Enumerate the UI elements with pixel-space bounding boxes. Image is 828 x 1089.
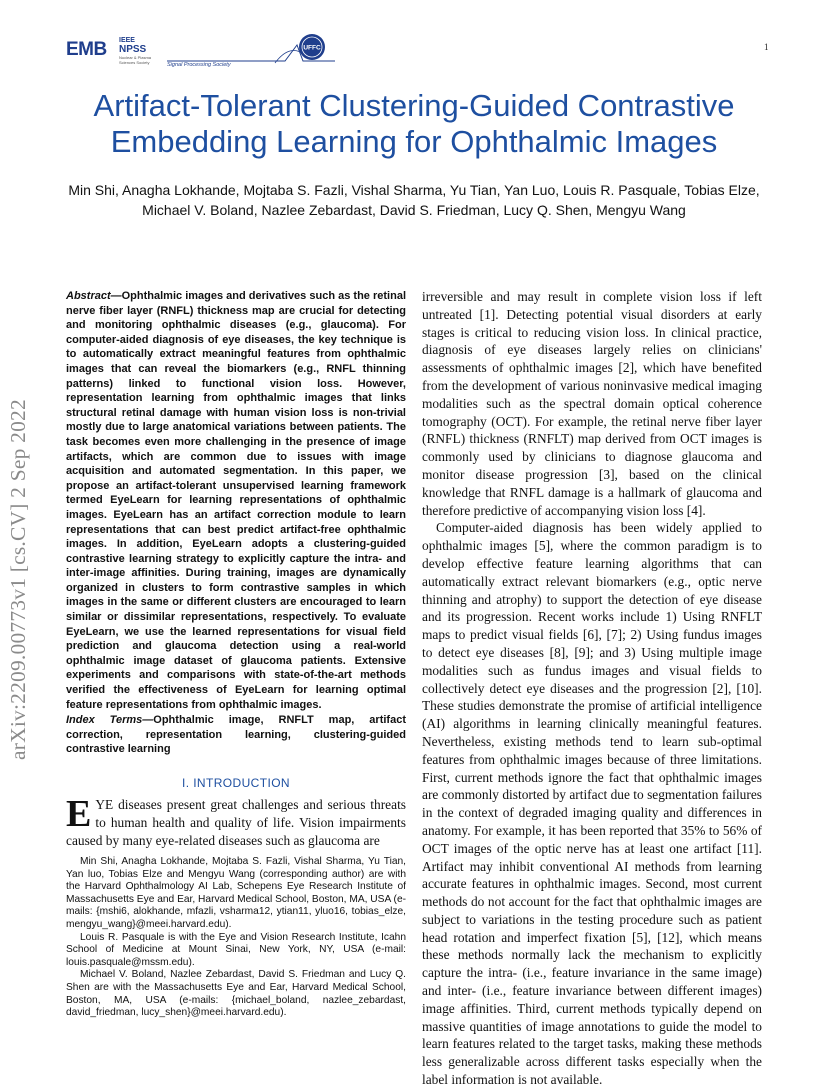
index-terms bbox=[66, 713, 406, 757]
uffc-logo-text: UFFC bbox=[303, 44, 321, 52]
header-logos bbox=[66, 33, 366, 67]
intro-first-word: YE bbox=[95, 797, 114, 812]
introduction-text bbox=[66, 793, 406, 849]
npss-logo-text: NPSS bbox=[119, 44, 147, 55]
uffc-logo bbox=[298, 33, 326, 61]
arxiv-id: arXiv:2209.00773v1 [cs.CV] 2 Sep 2022 bbox=[6, 399, 30, 760]
footnote-paragraph: Min Shi, Anagha Lokhande, Mojtaba S. Fazli, Vishal Sharma, Yu Tian, Yan luo, Tobias Elze and Mengyu Wang (corresponding author) are with the Harvard Ophthalmology AI Lab, Schepens Eye Research Institute of Massachusetts Eye and Ear, Harvard Medical School, Boston, MA, USA (e-mails: {mshi6, alokhande, mfazli, vsharma12, ytian11, yluo16, tobias_elze, mengyu_wang}@meei.harvard.edu). bbox=[66, 856, 406, 930]
abstract-label: Abstract— bbox=[66, 290, 122, 302]
footnote-paragraph: Louis R. Pasquale is with the Eye and Vision Research Institute, Icahn School of Medicine at Mount Sinai, New York, NY, USA (e-mail: louis.pasquale@mssm.edu). bbox=[66, 931, 406, 968]
right-column bbox=[422, 288, 762, 1089]
author-list: Min Shi, Anagha Lokhande, Mojtaba S. Fazli, Vishal Sharma, Yu Tian, Yan Luo, Louis R. Pasquale, Tobias Elze, Michael V. Boland, Nazlee Zebardast, David S. Friedman, Lucy Q. Shen, Mengyu Wang bbox=[68, 182, 760, 218]
section-heading-introduction: I. INTRODUCTION bbox=[182, 776, 290, 790]
abstract bbox=[66, 289, 406, 712]
index-terms-text: Ophthalmic image, RNFLT map, artifact correction, representation learning, clustering-guided contrastive learning bbox=[66, 714, 406, 756]
paper-title: Artifact-Tolerant Clustering-Guided Contrastive Embedding Learning for Ophthalmic Images bbox=[93, 88, 735, 159]
arxiv-stamp bbox=[2, 290, 38, 760]
intro-paragraph: diseases present great challenges and serious threats to human health and quality of life. Vision impairments caused by many eye-related diseases such as glaucoma are bbox=[66, 797, 406, 848]
ieee-npss-logo bbox=[119, 37, 161, 65]
body-paragraph: irreversible and may result in complete vision loss if left untreated [1]. Detecting potential visual disorders at early stages is critical to reducing vision loss. In clinical practice, diagnosis of eye diseases largely relies on clinicians' assessments of ophthalmic images [2], which have benefited from the development of various noninvasive medical imaging modalities such as the spectral domain optical coherence tomography (OCT). For example, the retinal nerve fiber layer (RNFL) thickness (RNFLT) map derived from OCT images is commonly used by clinicians to diagnose glaucoma and monitor disease progression [3], based on the clinical knowledge that RNFL damage is a hallmark of glaucoma and therefore predictive of accompanying vision loss [4]. bbox=[422, 289, 762, 518]
sps-logo-text: Signal Processing Society bbox=[167, 62, 231, 67]
affiliation-footnotes bbox=[66, 856, 406, 1020]
index-terms-label: Index Terms— bbox=[66, 714, 154, 726]
body-paragraph: Computer-aided diagnosis has been widely applied to ophthalmic images [5], where the common paradigm is to develop effective feature learning algorithms that can automatically extract relevant biomarkers (e.g., optic nerve thinning and atrophy) to support the detection of eye disease and its progression. Recent works include 1) Using RNFLT maps to predict visual fields [6], [7]; 2) Using fundus images to detect eye diseases [8], [9]; and 3) Using multiple image modalities such as fundus images and visual fields to collectively detect eye diseases and the progression [2], [10]. These studies demonstrate the promise of artificial intelligence (AI) algorithms in learning clinically meaningful features. Nevertheless, existing methods tend to learn sub-optimal features from ophthalmic images because of three limitations. First, current methods ignore the fact that ophthalmic images are commonly distorted by artifact due to segmentation failures in the context of degraded imaging quality and differences in anatomy. For example, it has been reported that 35% to 56% of OCT images of the optic nerve has at least one artifact [11]. Artifact may inhibit conventional AI methods from learning accurate features in ophthalmic images. Second, most current methods do not account for the fact that ophthalmic images are subject to variations in the testing procedure such as patient head rotation and imperfect fixation [5], [12], which means these methods normally lack the mechanism to explicitly capture the intra- (i.e., feature invariance in the same image) and inter- (i.e., feature invariance between different images) image affinities. Third, current methods typically depend on massive quantities of image annotations to guide the model to learn features related to the target tasks, making these methods less generalizable across different tasks especially when the label information is not available. bbox=[422, 520, 762, 1088]
footnote-paragraph: Michael V. Boland, Nazlee Zebardast, David S. Friedman and Lucy Q. Shen are with the Massachusetts Eye and Ear, Harvard Medical School, Boston, MA, USA (e-mails: {michael_boland, nazlee_zebardast, david_friedman, lucy_shen}@meei.harvard.edu). bbox=[66, 969, 406, 1019]
ieee-logo-text: IEEE bbox=[119, 37, 135, 44]
page-number: 1 bbox=[764, 42, 769, 52]
dropcap: E bbox=[66, 793, 92, 835]
npss-logo-sub: Nuclear & Plasma Sciences Society bbox=[119, 55, 152, 65]
emb-logo: EMB bbox=[66, 39, 107, 60]
abstract-text: Ophthalmic images and derivatives such as the retinal nerve fiber layer (RNFL) thickness map are crucial for detecting and monitoring ophthalmic diseases (e.g., glaucoma). For computer-aided diagnosis of eye diseases, the key technique is to automatically extract meaningful features from ophthalmic images that can reveal the biomarkers (e.g., RNFL thinning patterns) linked to functional vision loss. However, representation learning from ophthalmic images that links structural retinal damage with human vision loss is non-trivial mostly due to large anatomical variations between patients. The task becomes even more challenging in the presence of image artifacts, which are common due to issues with image acquisition and automated segmentation. In this paper, we propose an artifact-tolerant unsupervised learning framework termed EyeLearn for learning representations of ophthalmic images. EyeLearn has an artifact correction module to learn representations that can best predict artifact-free ophthalmic images. In addition, EyeLearn adopts a clustering-guided contrastive learning strategy to explicitly capture the intra- and inter-image affinities. During training, images are dynamically organized in clusters to form contrastive samples in which images in the same or different clusters are encouraged to learn similar or dissimilar representations, respectively. To evaluate EyeLearn, we use the learned representations for visual field prediction and glaucoma detection using a real-world ophthalmic image dataset of glaucoma patients. Extensive experiments and comparisons with state-of-the-art methods verified the effectiveness of EyeLearn for learning optimal feature representations from ophthalmic images. bbox=[66, 290, 406, 711]
